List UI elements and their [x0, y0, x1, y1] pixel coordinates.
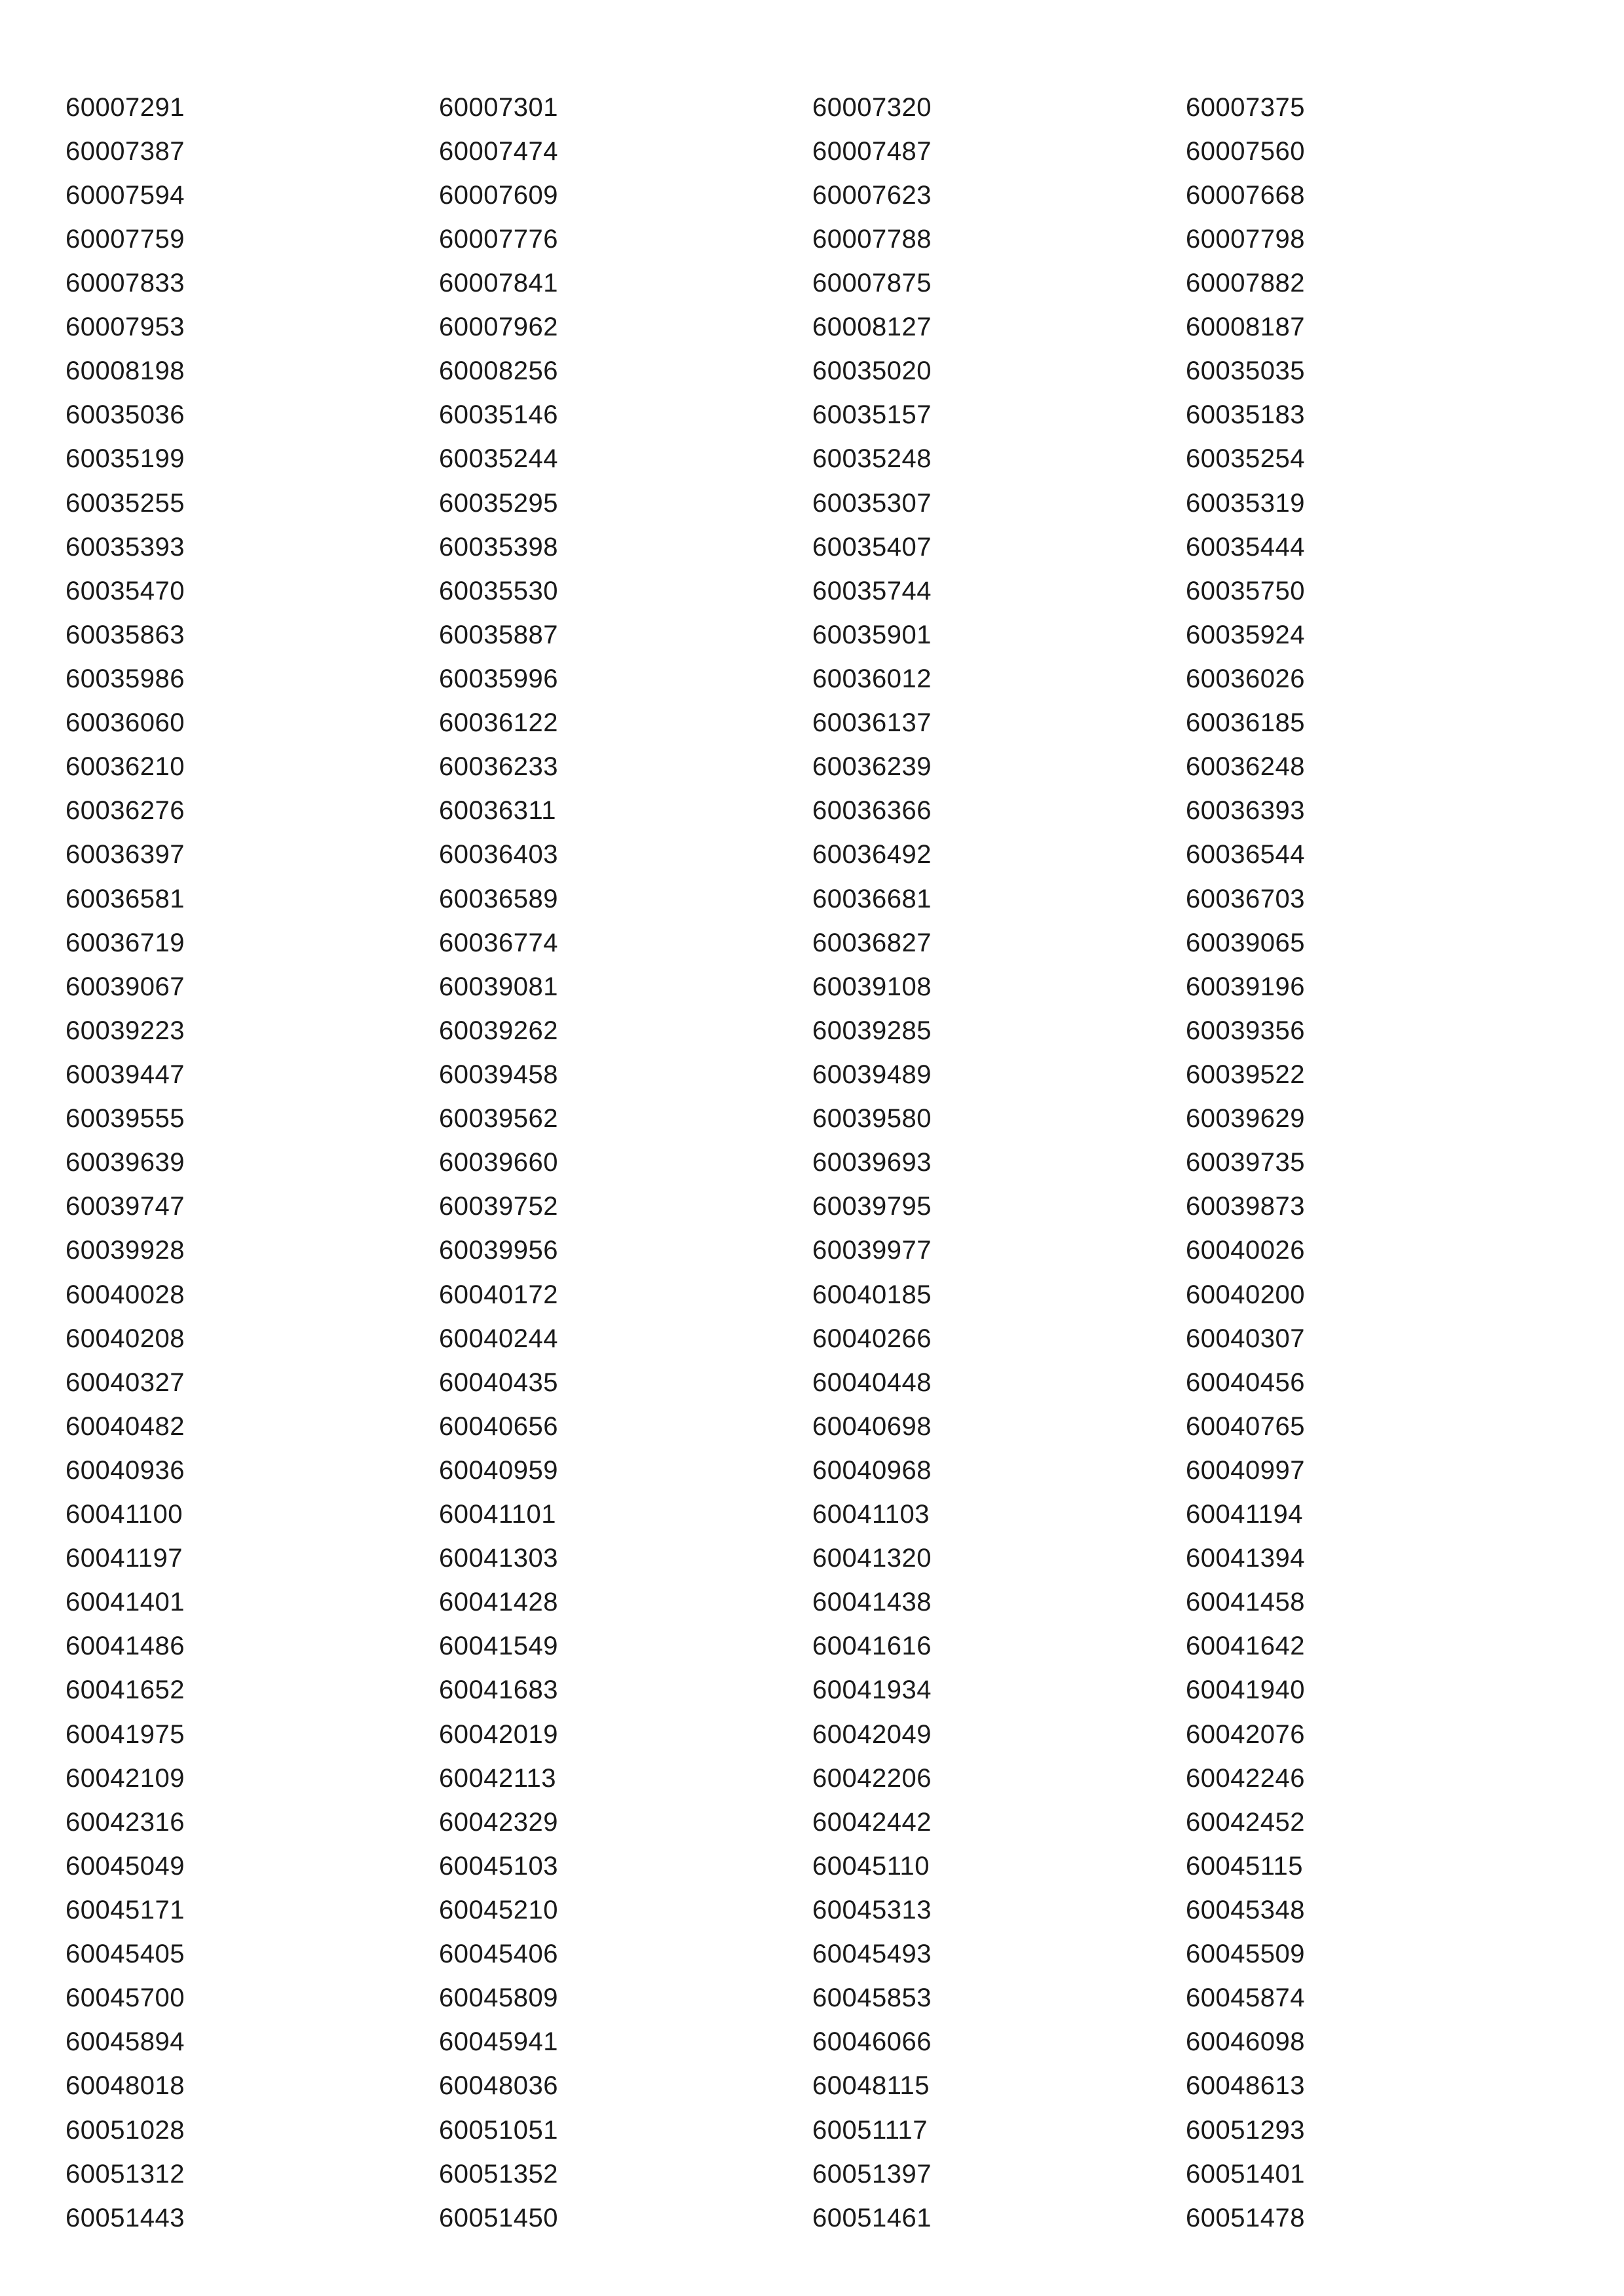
- number-cell: 60039447: [66, 1060, 185, 1089]
- number-cell: 60045853: [812, 1983, 932, 2013]
- table-row: [66, 1448, 1559, 1492]
- number-cell: 60039285: [812, 1016, 932, 1045]
- table-row: [66, 1537, 1559, 1580]
- number-cell: 60046066: [812, 2027, 932, 2057]
- number-cell: 60007841: [439, 268, 558, 297]
- number-cell: 60040307: [1186, 1324, 1305, 1353]
- table-row: [66, 2020, 1559, 2064]
- number-cell: 60036122: [439, 708, 558, 738]
- table-row: [66, 789, 1559, 833]
- number-cell: 60039065: [1186, 928, 1305, 957]
- number-cell: 60040208: [66, 1324, 185, 1353]
- number-cell: 60035183: [1186, 400, 1305, 430]
- table-row: [66, 1712, 1559, 1756]
- number-cell: 60051293: [1186, 2115, 1305, 2145]
- number-cell: 60040968: [812, 1455, 932, 1485]
- table-row: [66, 129, 1559, 173]
- table-row: [66, 1756, 1559, 1800]
- number-cell: 60040656: [439, 1411, 558, 1441]
- number-cell: 60040026: [1186, 1236, 1305, 1265]
- number-cell: 60042109: [66, 1763, 185, 1793]
- table-row: [66, 305, 1559, 349]
- number-cell: 60035036: [66, 400, 185, 430]
- number-cell: 60039356: [1186, 1016, 1305, 1045]
- number-cell: 60007387: [66, 136, 185, 166]
- number-cell: 60041438: [812, 1588, 932, 1617]
- number-cell: 60008198: [66, 356, 185, 386]
- number-cell: 60007375: [1186, 92, 1305, 122]
- number-cell: 60036492: [812, 840, 932, 870]
- number-grid: [66, 85, 1559, 2240]
- number-cell: 60039752: [439, 1192, 558, 1221]
- number-cell: 60041549: [439, 1632, 558, 1661]
- number-cell: 60041683: [439, 1675, 558, 1705]
- number-cell: 60035035: [1186, 356, 1305, 386]
- number-cell: 60036311: [439, 796, 556, 826]
- number-cell: 60008256: [439, 356, 558, 386]
- table-row: [66, 85, 1559, 129]
- number-cell: 60039108: [812, 972, 932, 1001]
- table-row: [66, 173, 1559, 217]
- number-cell: 60039555: [66, 1104, 185, 1134]
- number-cell: 60045809: [439, 1983, 558, 2013]
- table-row: [66, 2108, 1559, 2152]
- number-cell: 60035530: [439, 576, 558, 605]
- table-row: [66, 701, 1559, 745]
- number-cell: 60045103: [439, 1851, 558, 1881]
- number-cell: 60008187: [1186, 313, 1305, 342]
- number-cell: 60039580: [812, 1104, 932, 1134]
- number-cell: 60041101: [439, 1500, 556, 1529]
- number-cell: 60039522: [1186, 1060, 1305, 1089]
- table-row: [66, 1008, 1559, 1052]
- number-cell: 60035248: [812, 444, 932, 474]
- number-cell: 60041486: [66, 1632, 185, 1661]
- number-cell: 60040698: [812, 1411, 932, 1441]
- number-cell: 60045210: [439, 1896, 558, 1925]
- number-cell: 60036581: [66, 884, 185, 913]
- table-row: [66, 525, 1559, 569]
- number-cell: 60051478: [1186, 2203, 1305, 2232]
- table-row: [66, 833, 1559, 877]
- number-cell: 60040244: [439, 1324, 558, 1353]
- number-cell: 60045405: [66, 1940, 185, 1969]
- number-cell: 60045941: [439, 2027, 558, 2057]
- table-row: [66, 261, 1559, 305]
- number-cell: 60039639: [66, 1148, 185, 1177]
- number-cell: 60039458: [439, 1060, 558, 1089]
- number-cell: 60042246: [1186, 1763, 1305, 1793]
- number-cell: 60045406: [439, 1940, 558, 1969]
- number-cell: 60051450: [439, 2203, 558, 2232]
- number-cell: 60041652: [66, 1675, 185, 1705]
- number-cell: 60007759: [66, 224, 185, 254]
- number-cell: 60045509: [1186, 1940, 1305, 1969]
- number-cell: 60041194: [1186, 1500, 1303, 1529]
- table-row: [66, 877, 1559, 921]
- table-row: [66, 965, 1559, 1008]
- number-cell: 60036703: [1186, 884, 1305, 913]
- number-cell: 60035470: [66, 576, 185, 605]
- number-cell: 60045894: [66, 2027, 185, 2057]
- number-cell: 60041394: [1186, 1544, 1305, 1573]
- number-cell: 60040266: [812, 1324, 932, 1353]
- number-cell: 60007776: [439, 224, 558, 254]
- number-cell: 60036012: [812, 664, 932, 693]
- number-cell: 60036589: [439, 884, 558, 913]
- number-cell: 60036403: [439, 840, 558, 870]
- number-cell: 60046098: [1186, 2027, 1305, 2057]
- table-row: [66, 349, 1559, 393]
- number-cell: 60041934: [812, 1675, 932, 1705]
- number-cell: 60040172: [439, 1280, 558, 1309]
- number-cell: 60042019: [439, 1719, 558, 1749]
- number-cell: 60035199: [66, 444, 185, 474]
- number-cell: 60036774: [439, 928, 558, 957]
- number-cell: 60035393: [66, 532, 185, 562]
- number-cell: 60039262: [439, 1016, 558, 1045]
- number-cell: 60035319: [1186, 488, 1305, 518]
- table-row: [66, 1141, 1559, 1185]
- number-cell: 60040997: [1186, 1455, 1305, 1485]
- number-cell: 60036397: [66, 840, 185, 870]
- number-cell: 60007953: [66, 313, 185, 342]
- number-cell: 60035307: [812, 488, 932, 518]
- number-cell: 60040028: [66, 1280, 185, 1309]
- table-row: [66, 613, 1559, 657]
- number-cell: 60035255: [66, 488, 185, 518]
- number-cell: 60042316: [66, 1807, 185, 1837]
- number-cell: 60036544: [1186, 840, 1305, 870]
- number-cell: 60051352: [439, 2159, 558, 2189]
- table-row: [66, 1493, 1559, 1537]
- number-cell: 60048018: [66, 2071, 185, 2101]
- number-cell: 60045313: [812, 1896, 932, 1925]
- number-cell: 60035863: [66, 620, 185, 649]
- number-cell: 60051461: [812, 2203, 932, 2232]
- number-cell: 60007882: [1186, 268, 1305, 297]
- number-cell: 60039223: [66, 1016, 185, 1045]
- table-row: [66, 1360, 1559, 1404]
- number-cell: 60035986: [66, 664, 185, 693]
- number-cell: 60007962: [439, 313, 558, 342]
- table-row: [66, 2152, 1559, 2196]
- number-cell: 60036393: [1186, 796, 1305, 826]
- number-cell: 60007560: [1186, 136, 1305, 166]
- number-cell: 60007788: [812, 224, 932, 254]
- number-cell: 60051401: [1186, 2159, 1305, 2189]
- number-cell: 60008127: [812, 313, 932, 342]
- number-cell: 60036026: [1186, 664, 1305, 693]
- number-cell: 60051117: [812, 2115, 928, 2145]
- table-row: [66, 437, 1559, 481]
- number-cell: 60051051: [439, 2115, 558, 2145]
- table-row: [66, 393, 1559, 437]
- number-cell: 60035750: [1186, 576, 1305, 605]
- number-cell: 60039562: [439, 1104, 558, 1134]
- number-cell: 60048115: [812, 2071, 930, 2101]
- number-cell: 60040327: [66, 1368, 185, 1397]
- number-cell: 60035020: [812, 356, 932, 386]
- number-cell: 60042329: [439, 1807, 558, 1837]
- number-cell: 60040959: [439, 1455, 558, 1485]
- number-cell: 60007487: [812, 136, 932, 166]
- number-cell: 60035157: [812, 400, 932, 430]
- number-cell: 60035444: [1186, 532, 1305, 562]
- table-row: [66, 2196, 1559, 2240]
- number-cell: 60007291: [66, 92, 185, 122]
- number-cell: 60039795: [812, 1192, 932, 1221]
- number-cell: 60036276: [66, 796, 185, 826]
- number-cell: 60035407: [812, 532, 932, 562]
- number-cell: 60036827: [812, 928, 932, 957]
- table-row: [66, 657, 1559, 700]
- number-cell: 60007833: [66, 268, 185, 297]
- table-row: [66, 745, 1559, 789]
- number-cell: 60007668: [1186, 180, 1305, 210]
- number-cell: 60036681: [812, 884, 932, 913]
- table-row: [66, 1052, 1559, 1096]
- number-cell: 60036185: [1186, 708, 1305, 738]
- number-cell: 60007798: [1186, 224, 1305, 254]
- table-row: [66, 1668, 1559, 1712]
- number-cell: 60039873: [1186, 1192, 1305, 1221]
- table-row: [66, 1097, 1559, 1141]
- number-cell: 60048613: [1186, 2071, 1305, 2101]
- number-cell: 60045874: [1186, 1983, 1305, 2013]
- number-cell: 60042076: [1186, 1719, 1305, 1749]
- number-cell: 60039660: [439, 1148, 558, 1177]
- number-cell: 60041642: [1186, 1632, 1305, 1661]
- number-cell: 60035254: [1186, 444, 1305, 474]
- table-row: [66, 1316, 1559, 1360]
- number-cell: 60039747: [66, 1192, 185, 1221]
- number-cell: 60039081: [439, 972, 558, 1001]
- table-row: [66, 1888, 1559, 1932]
- number-cell: 60040435: [439, 1368, 558, 1397]
- number-cell: 60045493: [812, 1940, 932, 1969]
- number-cell: 60035146: [439, 400, 558, 430]
- number-cell: 60051028: [66, 2115, 185, 2145]
- number-cell: 60007320: [812, 92, 932, 122]
- table-row: [66, 2064, 1559, 2108]
- number-cell: 60007623: [812, 180, 932, 210]
- number-cell: 60039693: [812, 1148, 932, 1177]
- table-row: [66, 1624, 1559, 1668]
- number-cell: 60041428: [439, 1588, 558, 1617]
- number-cell: 60036233: [439, 752, 558, 782]
- number-cell: 60040448: [812, 1368, 932, 1397]
- number-cell: 60040765: [1186, 1411, 1305, 1441]
- number-cell: 60039196: [1186, 972, 1305, 1001]
- number-cell: 60041320: [812, 1544, 932, 1573]
- table-row: [66, 1976, 1559, 2020]
- number-cell: 60035887: [439, 620, 558, 649]
- number-cell: 60041616: [812, 1632, 932, 1661]
- number-cell: 60039928: [66, 1236, 185, 1265]
- number-cell: 60041940: [1186, 1675, 1305, 1705]
- number-cell: 60045171: [66, 1896, 185, 1925]
- number-cell: 60036137: [812, 708, 932, 738]
- number-cell: 60040936: [66, 1455, 185, 1485]
- table-row: [66, 217, 1559, 261]
- number-cell: 60041100: [66, 1500, 183, 1529]
- number-cell: 60041975: [66, 1719, 185, 1749]
- number-cell: 60035295: [439, 488, 558, 518]
- number-cell: 60035244: [439, 444, 558, 474]
- table-row: [66, 481, 1559, 525]
- number-cell: 60041197: [66, 1544, 183, 1573]
- table-row: [66, 921, 1559, 965]
- number-cell: 60045049: [66, 1851, 185, 1881]
- number-cell: 60042442: [812, 1807, 932, 1837]
- number-cell: 60036210: [66, 752, 185, 782]
- table-row: [66, 1229, 1559, 1272]
- number-cell: 60036239: [812, 752, 932, 782]
- number-cell: 60051397: [812, 2159, 932, 2189]
- number-cell: 60042452: [1186, 1807, 1305, 1837]
- number-cell: 60045348: [1186, 1896, 1305, 1925]
- table-row: [66, 569, 1559, 613]
- number-cell: 60039629: [1186, 1104, 1305, 1134]
- number-cell: 60035398: [439, 532, 558, 562]
- number-cell: 60035996: [439, 664, 558, 693]
- table-row: [66, 1844, 1559, 1888]
- number-cell: 60042113: [439, 1763, 556, 1793]
- number-cell: 60036366: [812, 796, 932, 826]
- number-cell: 60007875: [812, 268, 932, 297]
- number-cell: 60036060: [66, 708, 185, 738]
- number-cell: 60040200: [1186, 1280, 1305, 1309]
- number-cell: 60007474: [439, 136, 558, 166]
- number-cell: 60035744: [812, 576, 932, 605]
- number-cell: 60007594: [66, 180, 185, 210]
- number-cell: 60048036: [439, 2071, 558, 2101]
- number-cell: 60036248: [1186, 752, 1305, 782]
- number-cell: 60045115: [1186, 1851, 1303, 1881]
- number-cell: 60042049: [812, 1719, 932, 1749]
- number-cell: 60051312: [66, 2159, 185, 2189]
- number-cell: 60042206: [812, 1763, 932, 1793]
- number-cell: 60035901: [812, 620, 932, 649]
- number-cell: 60041401: [66, 1588, 185, 1617]
- table-row: [66, 1580, 1559, 1624]
- number-cell: 60040482: [66, 1411, 185, 1441]
- number-cell: 60051443: [66, 2203, 185, 2232]
- table-row: [66, 1185, 1559, 1229]
- number-cell: 60039956: [439, 1236, 558, 1265]
- number-cell: 60036719: [66, 928, 185, 957]
- number-cell: 60041303: [439, 1544, 558, 1573]
- number-cell: 60040185: [812, 1280, 932, 1309]
- table-row: [66, 1272, 1559, 1316]
- table-row: [66, 1800, 1559, 1844]
- number-cell: 60035924: [1186, 620, 1305, 649]
- number-cell: 60045110: [812, 1851, 930, 1881]
- number-cell: 60039735: [1186, 1148, 1305, 1177]
- table-row: [66, 1404, 1559, 1448]
- number-cell: 60007609: [439, 180, 558, 210]
- number-cell: 60040456: [1186, 1368, 1305, 1397]
- table-row: [66, 1932, 1559, 1976]
- number-cell: 60039489: [812, 1060, 932, 1089]
- number-cell: 60039977: [812, 1236, 932, 1265]
- number-cell: 60041458: [1186, 1588, 1305, 1617]
- number-cell: 60039067: [66, 972, 185, 1001]
- number-cell: 60041103: [812, 1500, 930, 1529]
- number-cell: 60007301: [439, 92, 558, 122]
- number-cell: 60045700: [66, 1983, 185, 2013]
